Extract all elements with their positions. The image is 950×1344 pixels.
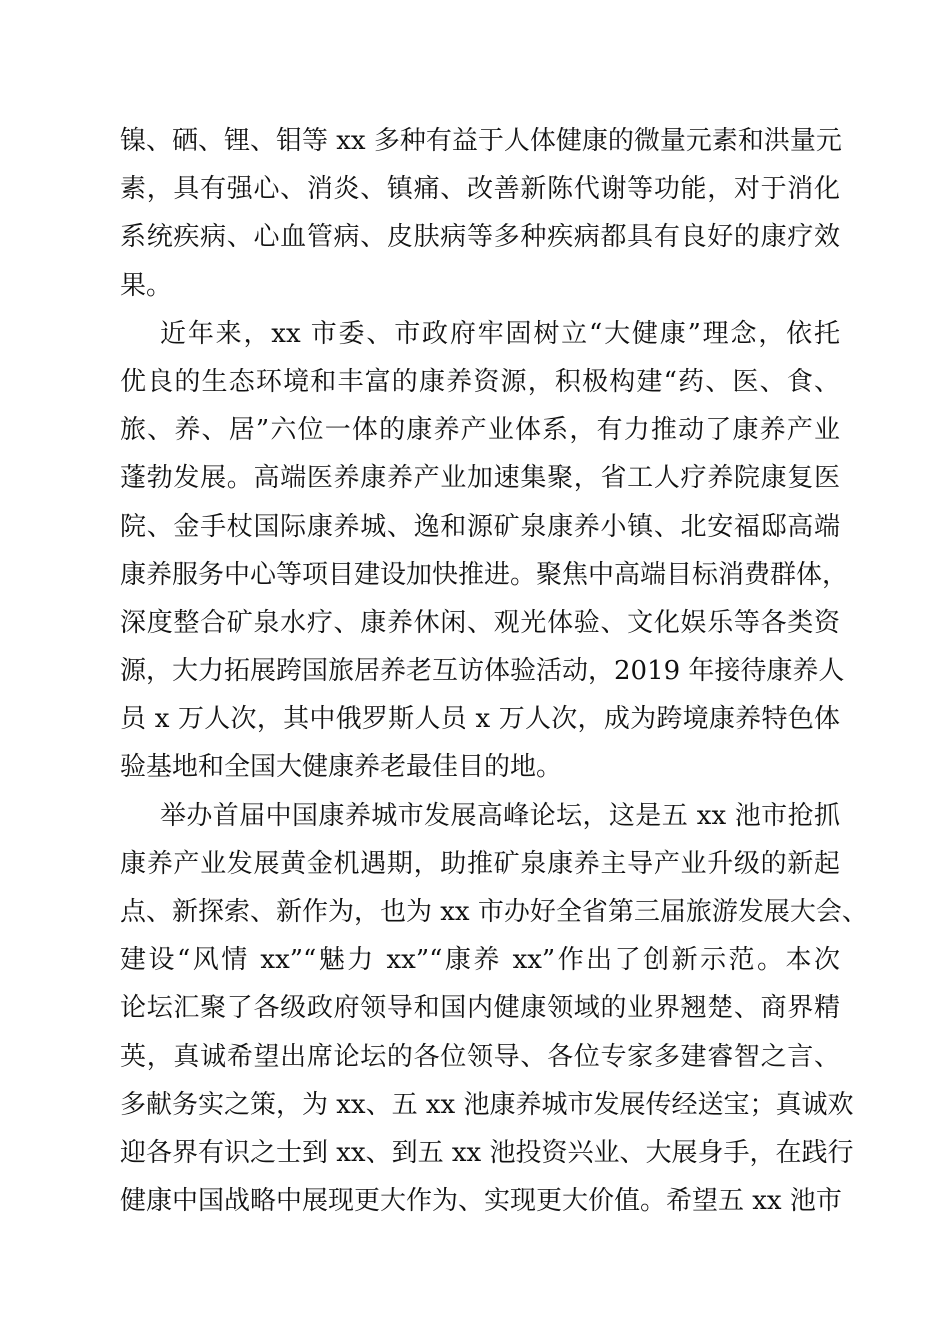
text-line: 深度整合矿泉水疗、康养休闲、观光体验、文化娱乐等各类资 [120, 607, 840, 638]
text-line: 英，真诚希望出席论坛的各位领导、各位专家多建睿智之言、 [120, 1041, 840, 1072]
document-body [120, 117, 868, 1225]
text-line: 果。 [120, 270, 173, 301]
text-line: 镍、硒、锂、钼等 xx 多种有益于人体健康的微量元素和洪量元 [120, 126, 842, 156]
text-line: 系统疾病、心血管病、皮肤病等多种疾病都具有良好的康疗效 [120, 222, 840, 253]
text-line: 健康中国战略中展现更大作为、实现更大价值。希望五 xx 池市 [120, 1186, 842, 1217]
text-line: 论坛汇聚了各级政府领导和国内健康领域的业界翘楚、商界精 [120, 993, 840, 1024]
text-line: 优良的生态环境和丰富的康养资源，积极构建“药、医、食、 [120, 366, 840, 397]
text-line: 员 x 万人次，其中俄罗斯人员 x 万人次，成为跨境康养特色体 [120, 704, 840, 735]
text-line: 点、新探索、新作为，也为 xx 市办好全省第三届旅游发展大会、 [120, 897, 868, 927]
text-line: 源，大力拓展跨国旅居养老互访体验活动，2019 年接待康养人 [120, 656, 845, 687]
paragraph-1 [120, 117, 840, 310]
text-line: 素，具有强心、消炎、镇痛、改善新陈代谢等功能，对于消化 [120, 174, 840, 205]
text-line: 验基地和全国大健康养老最佳目的地。 [120, 752, 563, 783]
text-line: 迎各界有识之士到 xx、到五 xx 池投资兴业、大展身手，在践行 [120, 1137, 854, 1168]
text-line: 旅、养、居”六位一体的康养产业体系，有力推动了康养产业 [120, 415, 840, 446]
text-line: 近年来，xx 市委、市政府牢固树立“大健康”理念，依托 [160, 318, 840, 349]
text-line: 多献务实之策，为 xx、五 xx 池康养城市发展传经送宝；真诚欢 [120, 1089, 854, 1120]
text-line: 举办首届中国康养城市发展高峰论坛，这是五 xx 池市抢抓 [160, 800, 840, 831]
text-line: 康养产业发展黄金机遇期，助推矿泉康养主导产业升级的新起 [120, 848, 840, 879]
paragraph-3 [120, 792, 868, 1226]
text-line: 蓬勃发展。高端医养康养产业加速集聚，省工人疗养院康复医 [120, 463, 840, 494]
text-line: 建设“风情 xx”“魅力 xx”“康养 xx”作出了创新示范。本次 [120, 945, 840, 976]
text-line: 康养服务中心等项目建设加快推进。聚焦中高端目标消费群体， [120, 559, 849, 590]
text-line: 院、金手杖国际康养城、逸和源矿泉康养小镇、北安福邸高端 [120, 511, 840, 542]
paragraph-2 [120, 310, 849, 792]
